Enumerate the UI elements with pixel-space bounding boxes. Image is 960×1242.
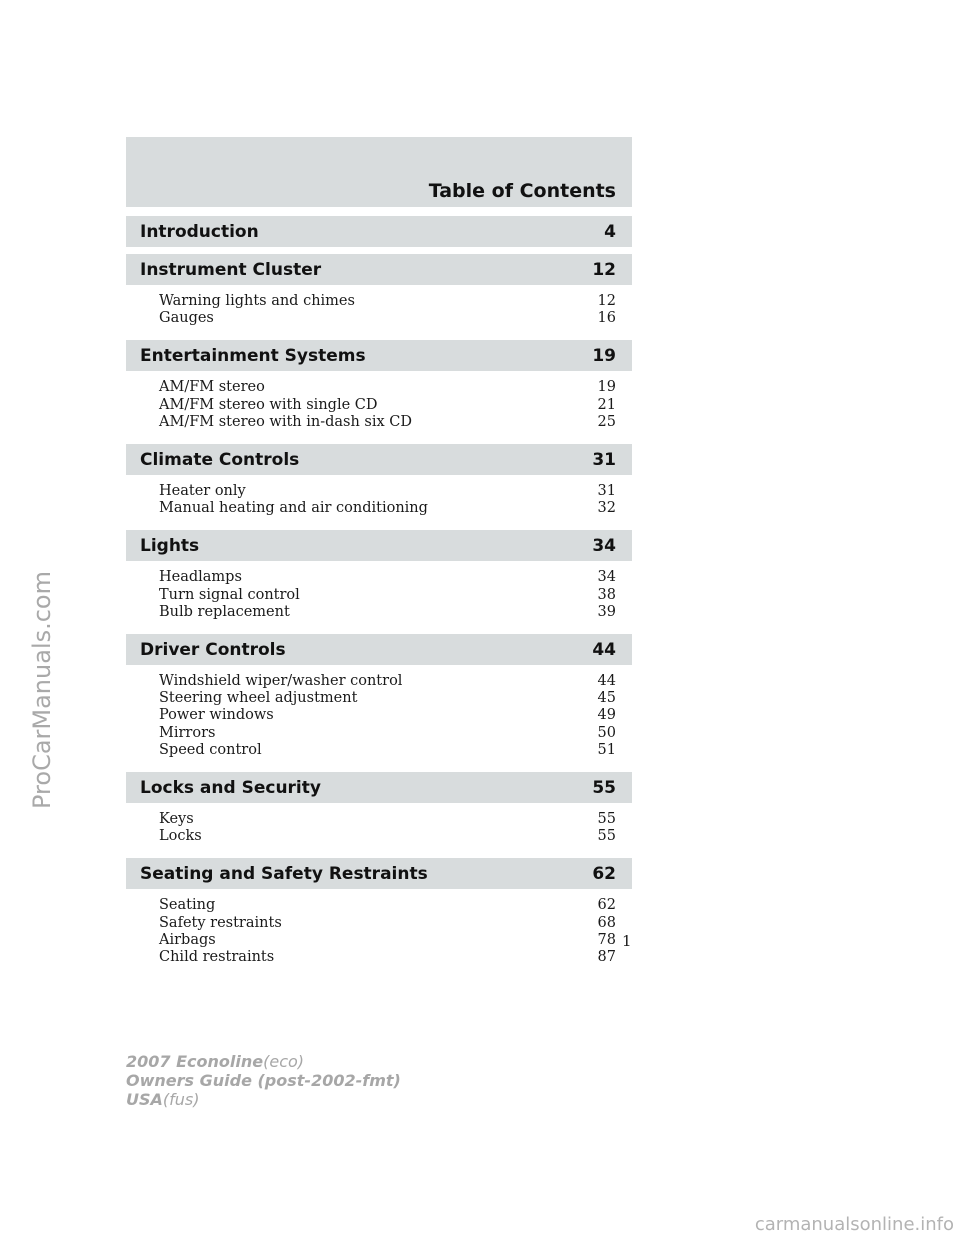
section-page: 19 (592, 345, 616, 366)
table-of-contents (126, 216, 632, 972)
section-header[interactable] (126, 772, 632, 803)
toc-entry[interactable] (159, 587, 616, 604)
page-title: Table of Contents (428, 180, 616, 202)
toc-entry[interactable] (159, 397, 616, 414)
footer-market-code: (fus) (162, 1090, 200, 1109)
page-number: 1 (622, 932, 632, 950)
footer-model-code: (eco) (263, 1052, 305, 1071)
toc-entry[interactable] (159, 811, 616, 828)
toc-entry-page: 62 (597, 897, 616, 914)
section-page: 34 (592, 535, 616, 556)
toc-entry-page: 19 (597, 379, 616, 396)
toc-entry-label: Heater only (159, 483, 246, 500)
toc-entry[interactable] (159, 690, 616, 707)
toc-entry-page: 78 (597, 931, 616, 948)
toc-entry[interactable] (159, 897, 616, 914)
section-page: 62 (592, 863, 616, 884)
toc-entry-page: 55 (597, 828, 616, 845)
toc-entry[interactable] (159, 500, 616, 517)
toc-entry-label: Headlamps (159, 569, 242, 586)
section-title: Driver Controls (140, 639, 286, 660)
toc-entry-label: AM/FM stereo with single CD (159, 396, 378, 413)
toc-entry[interactable] (159, 604, 616, 621)
toc-entry-label: Warning lights and chimes (159, 293, 355, 309)
section-item-list (126, 889, 632, 972)
toc-entry-label: Child restraints (159, 949, 275, 966)
toc-entry-label: Bulb replacement (159, 603, 290, 620)
toc-entry-label: Gauges (159, 310, 214, 327)
toc-entry-page: 50 (597, 724, 616, 741)
toc-entry-label: Manual heating and air conditioning (159, 500, 428, 517)
toc-entry-label: Keys (159, 811, 194, 828)
toc-entry-label: Speed control (159, 741, 262, 758)
watermark-left (17, 540, 67, 840)
section-header[interactable] (126, 340, 632, 371)
toc-entry-label: Seating (159, 897, 216, 914)
section-title: Instrument Cluster (140, 259, 322, 280)
watermark-left-text: ProCarManuals.com (28, 570, 56, 810)
section-title: Climate Controls (140, 449, 300, 470)
toc-entry[interactable] (159, 310, 616, 327)
watermark-bottom: carmanualsonline.info (754, 1214, 954, 1235)
toc-entry-label: Mirrors (159, 724, 216, 741)
section-item-list (126, 475, 632, 523)
toc-entry-label: Locks (159, 828, 202, 845)
toc-entry-page: 21 (597, 396, 616, 413)
section-header[interactable] (126, 216, 632, 247)
section-header[interactable] (126, 530, 632, 561)
toc-entry[interactable] (159, 673, 616, 690)
toc-entry[interactable] (159, 915, 616, 932)
toc-entry[interactable] (159, 725, 616, 742)
toc-entry[interactable] (159, 828, 616, 845)
section-header[interactable] (126, 634, 632, 665)
toc-entry-page: 49 (597, 707, 616, 724)
document-footer (126, 1052, 401, 1109)
toc-header-band (126, 137, 632, 207)
toc-entry-page: 44 (597, 673, 616, 690)
toc-entry-page: 51 (597, 741, 616, 758)
toc-entry-label: Power windows (159, 707, 274, 724)
toc-entry[interactable] (159, 414, 616, 431)
toc-entry[interactable] (159, 483, 616, 500)
toc-entry[interactable] (159, 707, 616, 724)
toc-entry-page: 55 (597, 811, 616, 828)
toc-entry-page: 25 (597, 413, 616, 430)
toc-entry[interactable] (159, 932, 616, 949)
toc-entry[interactable] (159, 293, 616, 310)
section-item-list (126, 803, 632, 851)
toc-entry-page: 31 (597, 483, 616, 500)
toc-entry-page: 45 (597, 690, 616, 707)
toc-entry[interactable] (159, 949, 616, 966)
toc-entry-label: Safety restraints (159, 914, 282, 931)
section-header[interactable] (126, 254, 632, 285)
toc-entry-label: AM/FM stereo with in-dash six CD (159, 413, 413, 430)
toc-entry-page: 38 (597, 586, 616, 603)
toc-entry-label: Windshield wiper/washer control (159, 673, 403, 690)
toc-entry-label: Airbags (159, 931, 216, 948)
section-title: Introduction (140, 221, 259, 242)
section-page: 44 (592, 639, 616, 660)
toc-entry-page: 12 (597, 293, 616, 309)
toc-entry[interactable] (159, 569, 616, 586)
section-item-list (126, 665, 632, 765)
footer-model: 2007 Econoline (126, 1052, 264, 1071)
toc-entry-label: Turn signal control (159, 586, 300, 603)
footer-guide: Owners Guide (post-2002-fmt) (126, 1071, 401, 1090)
section-page: 31 (592, 449, 616, 470)
section-header[interactable] (126, 444, 632, 475)
toc-entry-label: AM/FM stereo (159, 379, 265, 396)
section-title: Locks and Security (140, 777, 321, 798)
toc-entry-page: 87 (597, 949, 616, 966)
section-header[interactable] (126, 858, 632, 889)
section-page: 55 (592, 777, 616, 798)
section-item-list (126, 561, 632, 627)
footer-market: USA (126, 1090, 163, 1109)
section-title: Lights (140, 535, 200, 556)
section-page: 4 (604, 221, 616, 242)
toc-entry[interactable] (159, 742, 616, 759)
toc-entry-label: Steering wheel adjustment (159, 690, 358, 707)
toc-entry-page: 16 (597, 310, 616, 327)
toc-entry-page: 39 (597, 603, 616, 620)
toc-entry-page: 34 (597, 569, 616, 586)
toc-entry-page: 32 (597, 500, 616, 517)
section-item-list (126, 371, 632, 437)
section-item-list (126, 285, 632, 333)
toc-entry-page: 68 (597, 914, 616, 931)
section-page: 12 (592, 259, 616, 280)
section-title: Seating and Safety Restraints (140, 863, 428, 884)
toc-entry[interactable] (159, 379, 616, 396)
section-title: Entertainment Systems (140, 345, 366, 366)
